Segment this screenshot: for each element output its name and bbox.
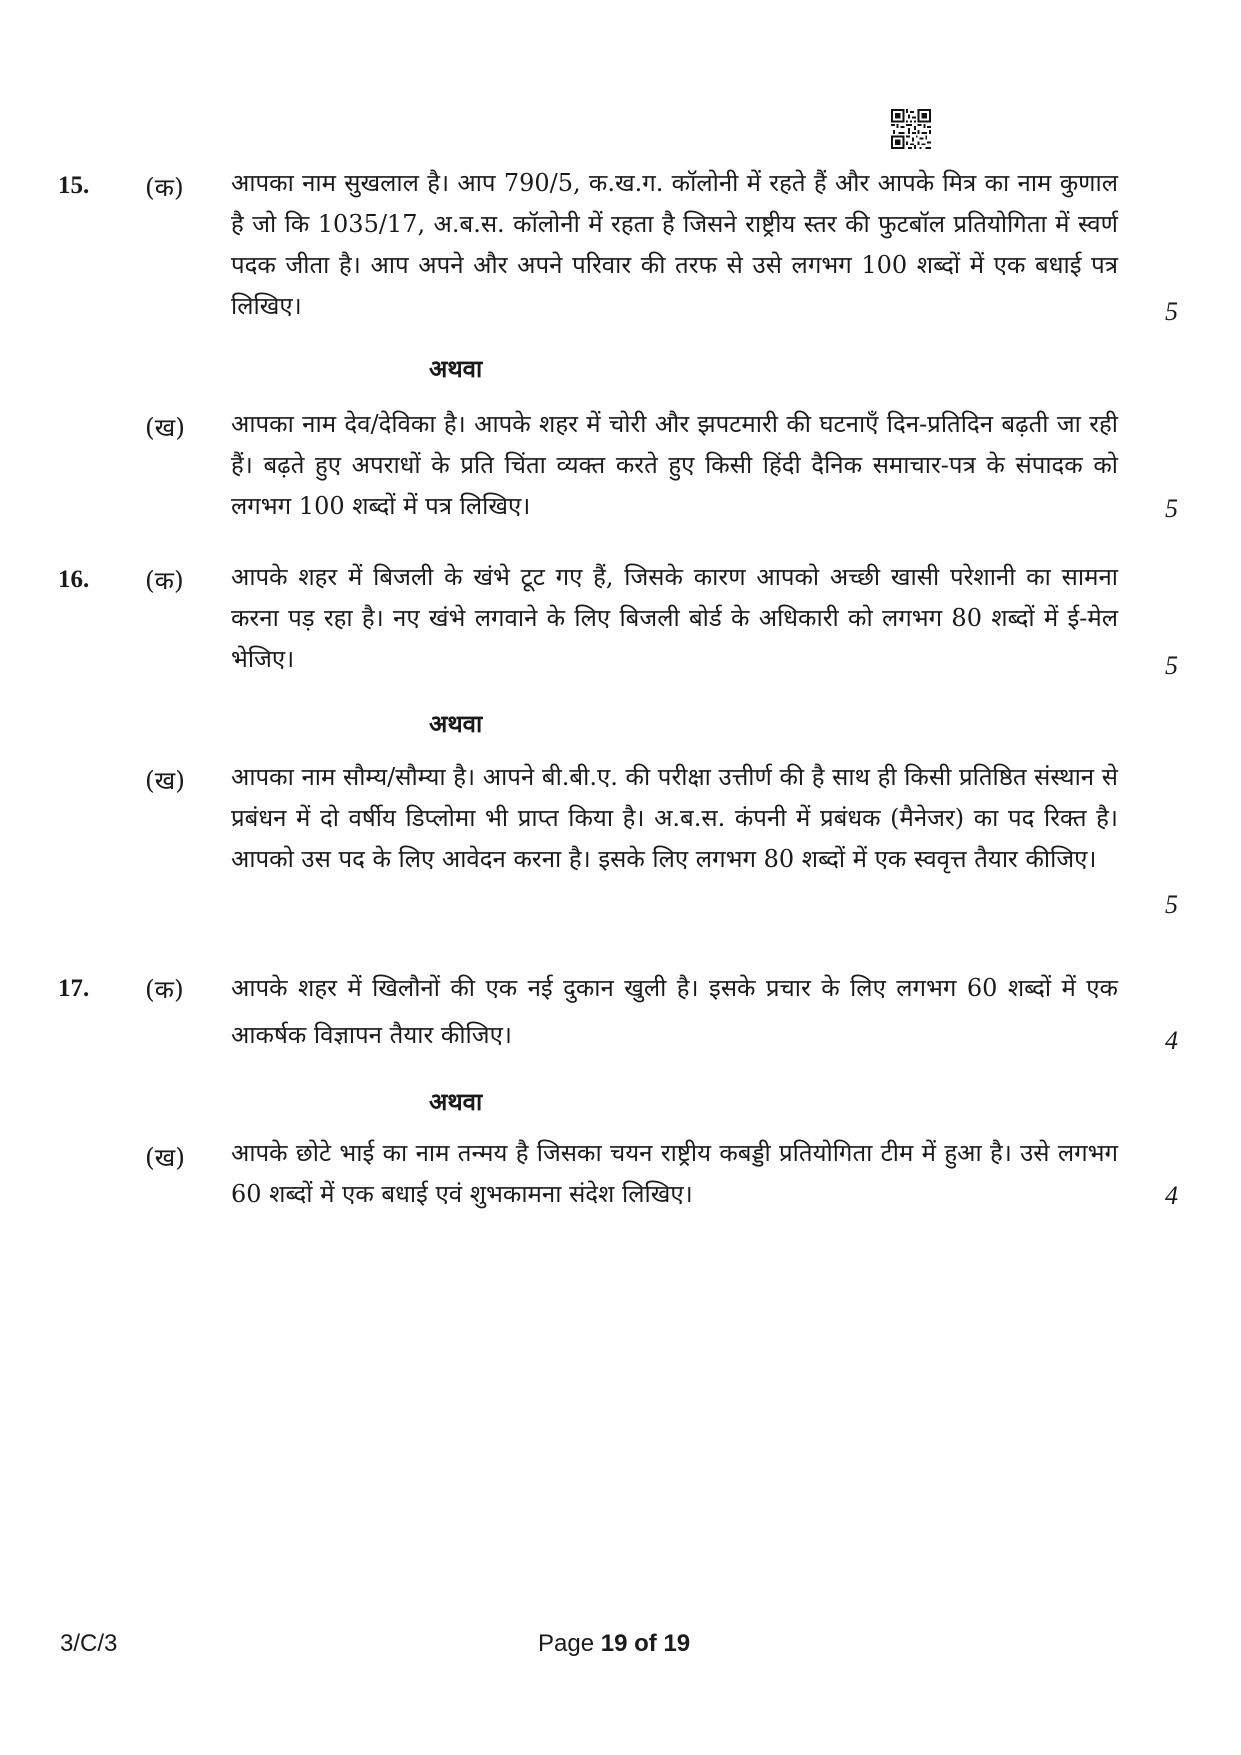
page-of: of <box>634 1630 657 1657</box>
or-divider: अथवा <box>429 1087 483 1116</box>
paper-code: 3/C/3 <box>60 1630 118 1657</box>
marks: 5 <box>1165 890 1178 919</box>
question-text: आपका नाम देव/देविका है। आपके शहर में चोरी और झपटमारी की घटनाएँ दिन-प्रतिदिन बढ़ती जा रही हैं। बढ़ते हुए अपराधों के प्रति चिंता व्यक्त करते हुए किसी हिंदी दैनिक समाचार-पत्र के संपादक को लगभग 100 शब्दों में पत्र लिखिए। <box>231 410 1118 520</box>
part-label: (क) <box>145 566 184 595</box>
question-number: 17. <box>58 975 90 1002</box>
question-text: आपके शहर में बिजली के खंभे टूट गए हैं, जिसके कारण आपको अच्छी खासी परेशानी का सामना करना पड़ रहा है। नए खंभे लगवाने के लिए बिजली बोर्ड के अधिकारी को लगभग 80 शब्दों में ई-मेल भेजिए। <box>231 563 1118 673</box>
question-text: आपका नाम सौम्य/सौम्या है। आपने बी.बी.ए. की परीक्षा उत्तीर्ण की है साथ ही किसी प्रतिष्ठित संस्थान से प्रबंधन में दो वर्षीय डिप्लोमा भी प्राप्त किया है। अ.ब.स. कंपनी में प्रबंधक (मैनेजर) का पद रिक्त है। आपको उस पद के लिए आवेदन करना है। इसके लिए लगभग 80 शब्दों में एक स्ववृत्त तैयार कीजिए। <box>231 763 1118 873</box>
marks: 4 <box>1165 1026 1178 1055</box>
question-number: 15. <box>58 172 90 199</box>
qr-code-icon <box>891 109 931 149</box>
question-number: 16. <box>58 566 90 593</box>
or-divider: अथवा <box>429 354 483 383</box>
page-current: 19 <box>600 1630 628 1657</box>
page-total: 19 <box>663 1630 691 1657</box>
page-prefix: Page <box>538 1630 595 1657</box>
marks: 5 <box>1165 651 1178 680</box>
part-label: (ख) <box>145 413 185 442</box>
marks: 5 <box>1165 297 1178 326</box>
part-label: (ख) <box>145 766 185 795</box>
part-label: (क) <box>145 975 184 1004</box>
question-text: आपका नाम सुखलाल है। आप 790/5, क.ख.ग. कॉलोनी में रहते हैं और आपके मित्र का नाम कुणाल है जो कि 1035/17, अ.ब.स. कॉलोनी में रहता है जिसने राष्ट्रीय स्तर की फुटबॉल प्रतियोगिता में स्वर्ण पदक जीता है। आप अपने और अपने परिवार की तरफ से उसे लगभग 100 शब्दों में एक बधाई पत्र लिखिए। <box>231 169 1118 320</box>
part-label: (ख) <box>145 1143 185 1172</box>
question-text: आपके शहर में खिलौनों की एक नई दुकान खुली है। इसके प्रचार के लिए लगभग 60 शब्दों में एक आकर्षक विज्ञापन तैयार कीजिए। <box>231 974 1118 1049</box>
question-text: आपके छोटे भाई का नाम तन्मय है जिसका चयन राष्ट्रीय कबड्डी प्रतियोगिता टीम में हुआ है। उसे लगभग 60 शब्दों में एक बधाई एवं शुभकामना संदेश लिखिए। <box>231 1139 1118 1208</box>
or-divider: अथवा <box>429 709 483 738</box>
marks: 4 <box>1165 1181 1178 1210</box>
page-indicator <box>538 1630 690 1658</box>
part-label: (क) <box>145 173 184 202</box>
marks: 5 <box>1165 494 1178 523</box>
